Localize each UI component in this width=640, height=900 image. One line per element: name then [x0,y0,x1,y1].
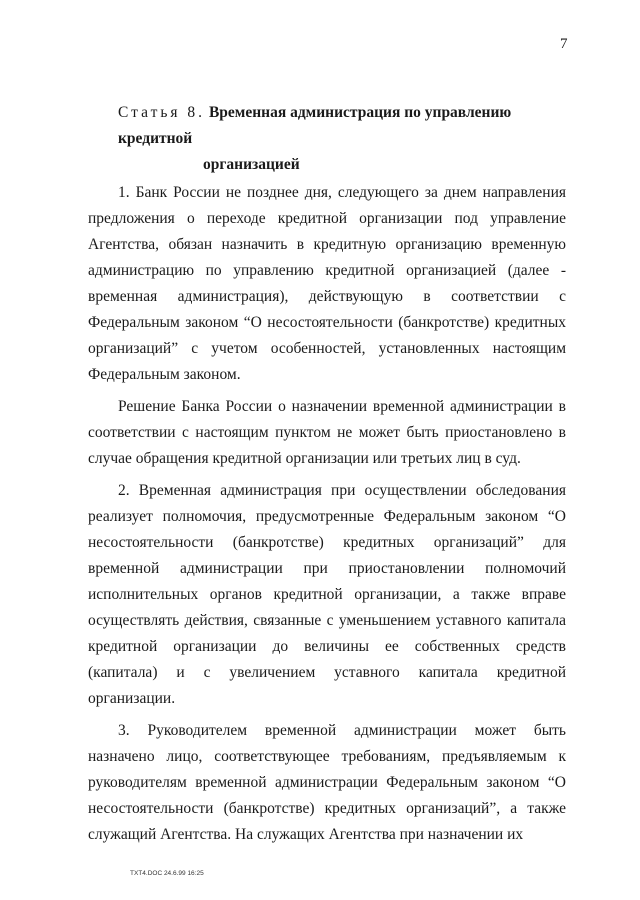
article-heading [118,100,588,178]
paragraph-3: 2. Временная администрация при осуществлении обследования реализует полномочия, предусмотренные Федеральным законом “О несостоятельности (банкротстве) кредитных организаций” для временной администрации при приостановлении полномочий исполнительных органов кредитной организации, а также вправе осуществлять действия, связанные с уменьшением уставного капитала кредитной организации до величины ее собственных средств (капитала) и с увеличением уставного капитала кредитной организации. [88,482,566,707]
article-title-line1: Временная администрация по управлению кредитной [118,104,512,147]
paragraph-2: Решение Банка России о назначении временной администрации в соответствии с настоящим пунктом не может быть приостановлено в случае обращения кредитной организации или третьих лиц в суд. [88,398,566,467]
page-number: 7 [560,36,568,52]
paragraph-4: 3. Руководителем временной администрации может быть назначено лицо, соответствующее требованиям, предъявляемым к руководителям временной администрации Федеральным законом “О несостоятельности (банкротстве) кредитных организаций”, а также служащий Агентства. На служащих Агентства при назначении их [88,722,566,843]
paragraph-1: 1. Банк России не позднее дня, следующего за днем направления предложения о переходе кредитной организации под управление Агентства, обязан назначить в кредитную организацию временную администрацию по управлению кредитной организацией (далее - временная администрация), действующую в соответствии с Федеральным законом “О несостоятельности (банкротстве) кредитных организаций” с учетом особенностей, установленных настоящим Федеральным законом. [88,184,566,383]
file-stamp: TXT4.DOC 24.6.99 16:25 [130,870,204,877]
article-title-line2: организацией [203,156,300,173]
article-body [88,180,566,848]
article-label: Статья 8. [118,104,206,121]
